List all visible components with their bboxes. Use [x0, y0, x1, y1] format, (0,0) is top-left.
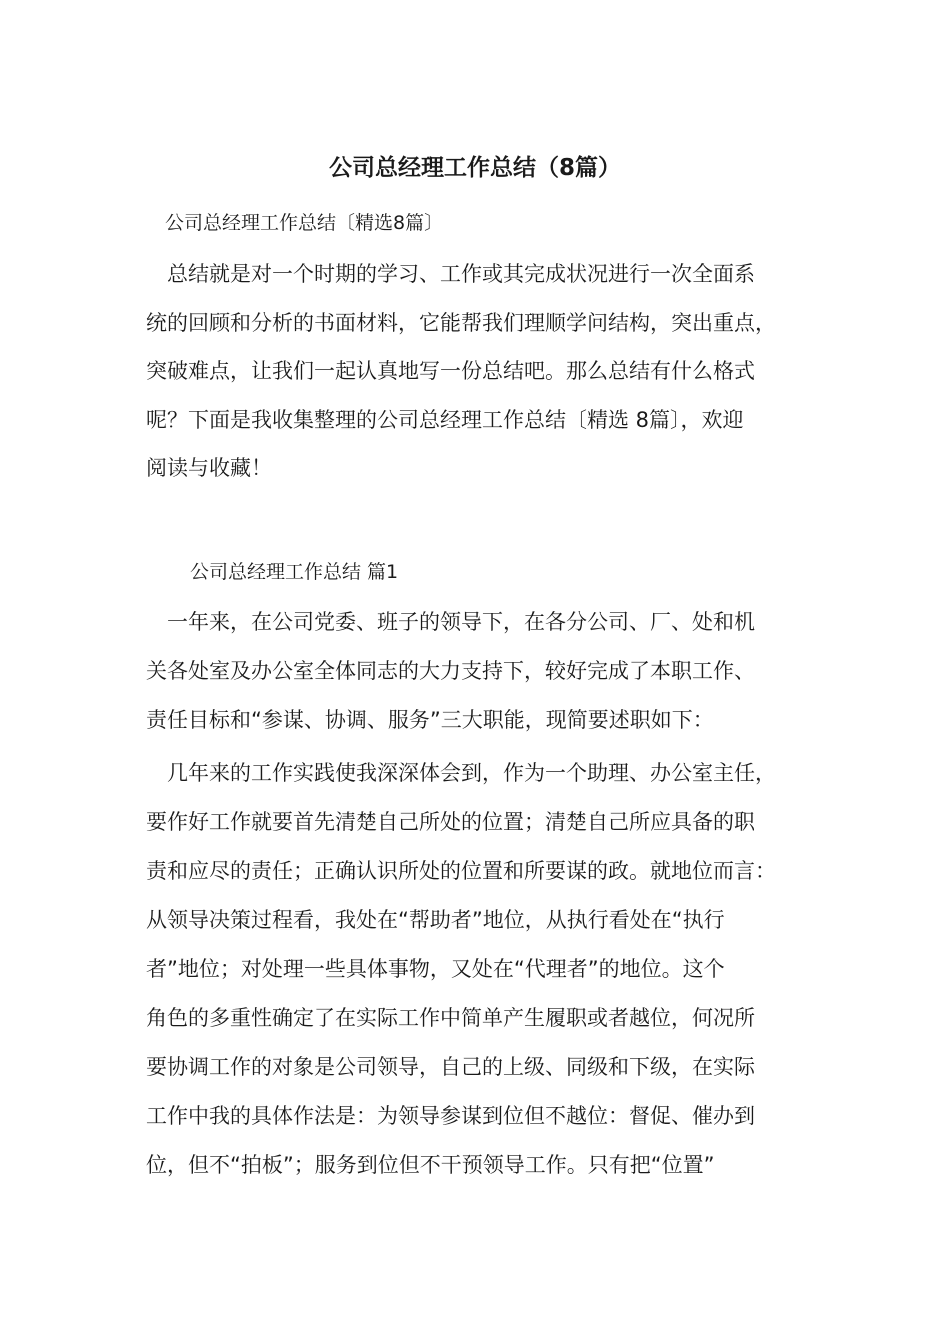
paragraph-line: 者”地位；对处理一些具体事物，又处在“代理者”的地位。这个 [146, 957, 725, 981]
paragraph-line: 突破难点，让我们一起认真地写一份总结吧。那么总结有什么格式 [146, 359, 755, 383]
paragraph-line: 角色的多重性确定了在实际工作中简单产生履职或者越位，何况所 [146, 1006, 755, 1030]
paragraph-line: 统的回顾和分析的书面材料，它能帮我们理顺学问结构，突出重点， [146, 310, 776, 335]
paragraph-line: 要协调工作的对象是公司领导，自己的上级、同级和下级，在实际 [146, 1055, 755, 1079]
paragraph-line: 责和应尽的责任；正确认识所处的位置和所要谋的政。就地位而言： [146, 859, 776, 883]
document-title: 公司总经理工作总结（8篇） [328, 155, 621, 181]
intro-paragraph [146, 250, 776, 493]
paragraph-line: 阅读与收藏！ [146, 456, 272, 480]
paragraph-line: 要作好工作就要首先清楚自己所处的位置；清楚自己所应具备的职 [146, 810, 755, 834]
paragraph-line: 工作中我的具体作法是：为领导参谋到位但不越位：督促、催办到 [146, 1104, 755, 1128]
body-paragraph-1 [146, 598, 755, 745]
paragraph-line: 总结就是对一个时期的学习、工作或其完成状况进行一次全面系 [146, 262, 755, 286]
paragraph-line: 位，但不“拍板”；服务到位但不干预领导工作。只有把“位置” [146, 1153, 715, 1177]
paragraph-line: 关各处室及办公室全体同志的大力支持下，较好完成了本职工作、 [146, 659, 755, 683]
document-subtitle: 公司总经理工作总结〔精选8篇〕 [165, 212, 444, 234]
paragraph-line: 几年来的工作实践使我深深体会到，作为一个助理、办公室主任， [146, 761, 776, 785]
paragraph-line: 从领导决策过程看，我处在“帮助者”地位，从执行看处在“执行 [146, 908, 725, 932]
body-paragraph-2 [146, 749, 776, 1190]
paragraph-line: 呢？下面是我收集整理的公司总经理工作总结〔精选 8篇〕，欢迎 [146, 407, 744, 432]
paragraph-line: 责任目标和“参谋、协调、服务”三大职能，现简要述职如下： [146, 708, 714, 732]
section-heading: 公司总经理工作总结 篇1 [190, 561, 399, 583]
paragraph-line: 一年来，在公司党委、班子的领导下，在各分公司、厂、处和机 [146, 610, 755, 634]
